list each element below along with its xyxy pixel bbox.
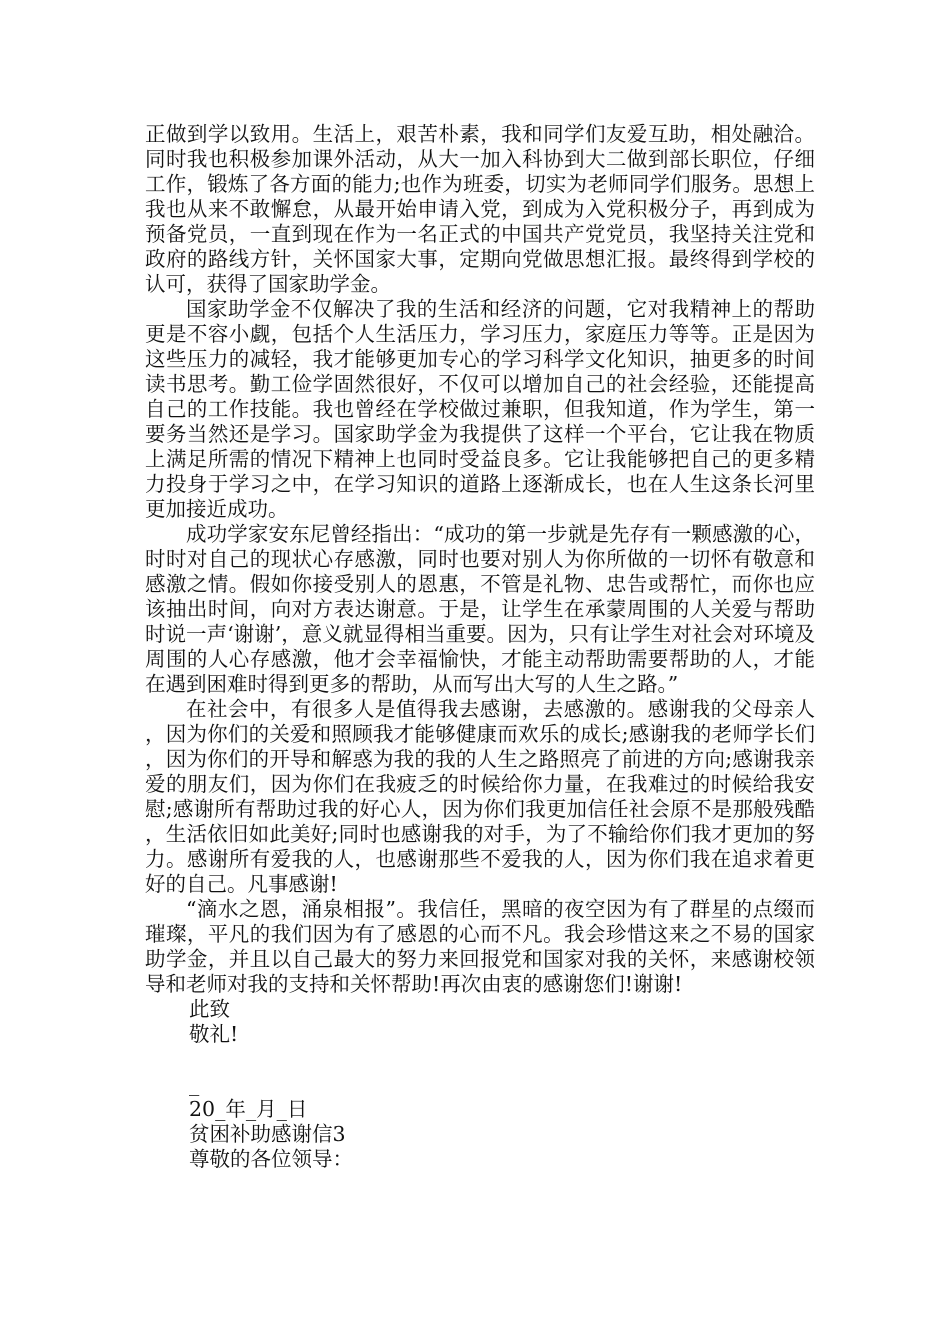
closing-phrase: 此致 xyxy=(189,997,230,1021)
paragraph-thanks: 在社会中，有很多人是值得我去感谢，去感激的。感谢我的父母亲人，因为你们的关爱和照顾我才能够健康而欢乐的成长;感谢我的老师学长们，因为你们的开导和解惑为我的我的人生之路照亮了前进的方向;感谢我亲爱的朋友们，因为你们在我疲乏的时候给你力量，在我难过的时候给我安慰;感谢所有帮助过我的好心人，因为你们我更加信任社会原不是那般残酷，生活依旧如此美好;同时也感谢我的对手，为了不输给你们我才更加的努力。感谢所有爱我的人，也感谢那些不爱我的人，因为你们我在追求着更好的自己。凡事感谢! xyxy=(145,697,815,896)
paragraph-study-life: 正做到学以致用。生活上，艰苦朴素，我和同学们友爱互助，相处融洽。同时我也积极参加课外活动，从大一加入科协到大二做到部长职位，仔细工作，锻炼了各方面的能力;也作为班委，切实为老师同学们服务。思想上我也从来不敢懈怠，从最开始申请入党，到成为入党积极分子，再到成为预备党员，一直到现在作为一名正式的中国共产党党员，我坚持关注党和政府的路线方针，关怀国家大事，定期向党做思想汇报。最终得到学校的认可，获得了国家助学金。 xyxy=(145,122,815,296)
paragraph-grant-help: 国家助学金不仅解决了我的生活和经济的问题，它对我精神上的帮助更是不容小觑，包括个人生活压力，学习压力，家庭压力等等。正是因为这些压力的减轻，我才能够更加专心的学习科学文化知识，抽更多的时间读书思考。勤工俭学固然很好，不仅可以增加自己的社会经验，还能提高自己的工作技能。我也曾经在学校做过兼职，但我知道，作为学生，第一要务当然还是学习。国家助学金为我提供了这样一个平台，它让我在物质上满足所需的情况下精神上也同时受益良多。它让我能够把自己的更多精力投身于学习之中，在学习知识的道路上逐渐成长，也在人生这条长河里更加接近成功。 xyxy=(145,297,815,521)
paragraph-conclusion: “滴水之恩，涌泉相报”。我信任，黑暗的夜空因为有了群星的点缀而璀璨，平凡的我们因为有了感恩的心而不凡。我会珍惜这来之不易的国家助学金，并且以自己最大的努力来回报党和国家对我的关怀，来感谢校领导和老师对我的支持和关怀帮助!再次由衷的感谢您们!谢谢! xyxy=(145,897,815,996)
salute-phrase: 敬礼! xyxy=(189,1022,239,1046)
next-letter-greeting: 尊敬的各位领导： xyxy=(189,1147,353,1171)
date-line: 20_年_月_日 xyxy=(189,1097,308,1121)
paragraph-gratitude-quote: 成功学家安东尼曾经指出：“成功的第一步就是先存有一颗感激的心，时时对自己的现状心存感激，同时也要对别人为你所做的一切怀有敬意和感激之情。假如你接受别人的恩惠，不管是礼物、忠告或帮忙，而你也应该抽出时间，向对方表达谢意。于是，让学生在承蒙周围的人关爱与帮助时说一声‘谢谢’，意义就显得相当重要。因为，只有让学生对社会对环境及周围的人心存感激，他才会幸福愉快，才能主动帮助需要帮助的人，才能在遇到困难时得到更多的帮助，从而写出大写的人生之路。” xyxy=(145,522,815,696)
signature-line: _ xyxy=(189,1072,200,1096)
next-letter-title: 贫困补助感谢信3 xyxy=(189,1122,346,1146)
blank-line xyxy=(145,1047,815,1072)
letter-body xyxy=(145,122,815,1172)
